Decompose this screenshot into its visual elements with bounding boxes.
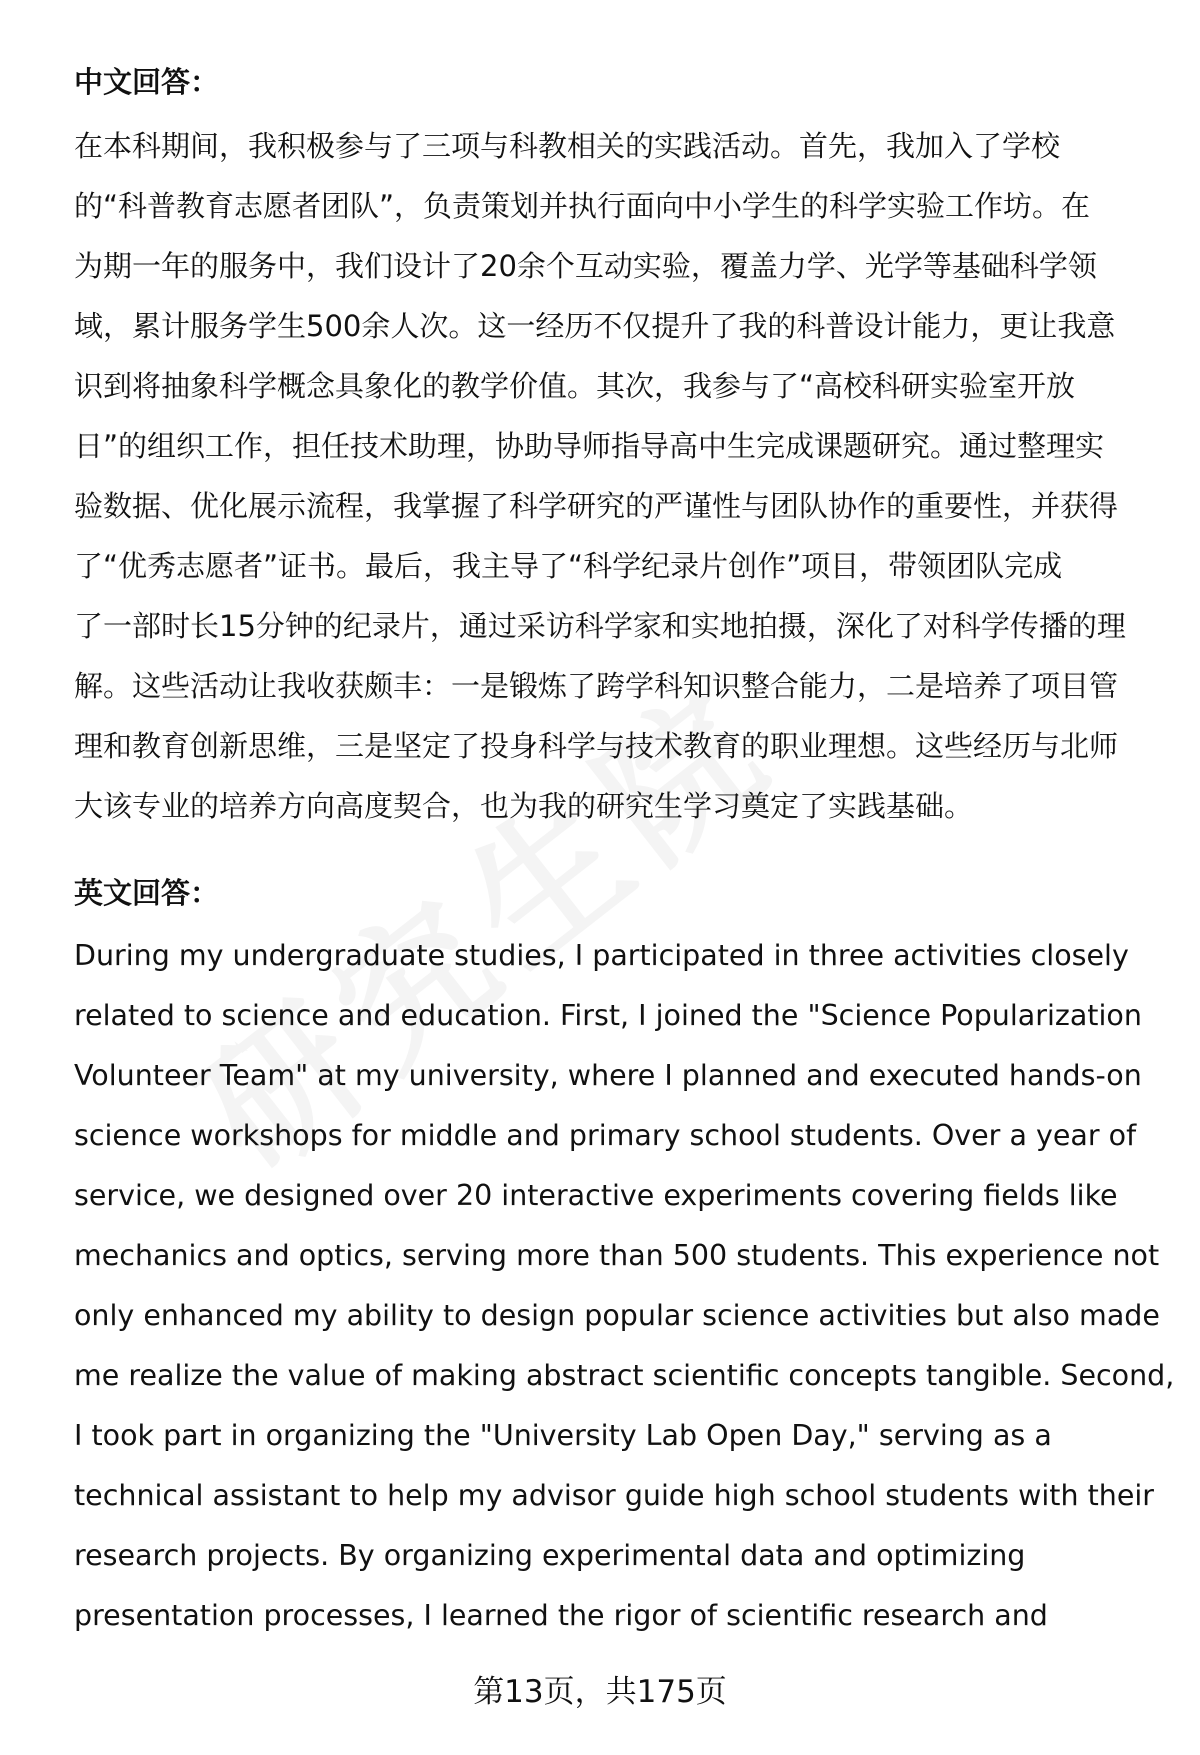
text-line: 在本科期间，我积极参与了三项与科教相关的实践活动。首先，我加入了学校 xyxy=(74,129,1061,163)
text-line: 日”的组织工作，担任技术助理，协助导师指导高中生完成课题研究。通过整理实 xyxy=(74,429,1105,463)
text-line: presentation processes, I learned the rigor of scientific research and xyxy=(74,1599,1048,1632)
text-line: 大该专业的培养方向高度契合，也为我的研究生学习奠定了实践基础。 xyxy=(74,789,974,823)
text-line: 了“优秀志愿者”证书。最后，我主导了“科学纪录片创作”项目，带领团队完成 xyxy=(74,549,1063,583)
page-number: 第13页，共175页 xyxy=(473,1674,727,1710)
text-line: me realize the value of making abstract scientific concepts tangible. Second, xyxy=(74,1359,1175,1392)
text-line: science workshops for middle and primary school students. Over a year of xyxy=(74,1119,1137,1152)
english-answer-paragraph xyxy=(74,926,1175,1646)
text-line: During my undergraduate studies, I participated in three activities closely xyxy=(74,939,1129,972)
text-line: 识到将抽象科学概念具象化的教学价值。其次，我参与了“高校科研实验室开放 xyxy=(74,369,1076,403)
english-answer-heading: 英文回答： xyxy=(74,876,220,910)
text-line: I took part in organizing the "University Lab Open Day," serving as a xyxy=(74,1419,1052,1452)
text-line: related to science and education. First, I joined the "Science Popularization xyxy=(74,999,1142,1032)
text-line: service, we designed over 20 interactive experiments covering fields like xyxy=(74,1179,1118,1212)
text-line: only enhanced my ability to design popular science activities but also made xyxy=(74,1299,1160,1332)
text-line: 验数据、优化展示流程，我掌握了科学研究的严谨性与团队协作的重要性，并获得 xyxy=(74,489,1119,523)
text-line: 域，累计服务学生500余人次。这一经历不仅提升了我的科普设计能力，更让我意 xyxy=(74,309,1116,343)
text-line: 解。这些活动让我收获颇丰：一是锻炼了跨学科知识整合能力，二是培养了项目管 xyxy=(74,669,1119,703)
chinese-answer-paragraph xyxy=(74,116,1164,836)
text-line: 理和教育创新思维，三是坚定了投身科学与技术教育的职业理想。这些经历与北师 xyxy=(74,729,1119,763)
text-line: Volunteer Team" at my university, where I planned and executed hands-on xyxy=(74,1059,1142,1092)
text-line: 为期一年的服务中，我们设计了20余个互动实验，覆盖力学、光学等基础科学领 xyxy=(74,249,1097,283)
text-line: research projects. By organizing experimental data and optimizing xyxy=(74,1539,1026,1572)
text-line: technical assistant to help my advisor guide high school students with their xyxy=(74,1479,1154,1512)
text-line: 的“科普教育志愿者团队”，负责策划并执行面向中小学生的科学实验工作坊。在 xyxy=(74,189,1091,223)
text-line: mechanics and optics, serving more than 500 students. This experience not xyxy=(74,1239,1160,1272)
chinese-answer-heading: 中文回答： xyxy=(74,65,220,99)
text-line: 了一部时长15分钟的纪录片，通过采访科学家和实地拍摄，深化了对科学传播的理 xyxy=(74,609,1126,643)
